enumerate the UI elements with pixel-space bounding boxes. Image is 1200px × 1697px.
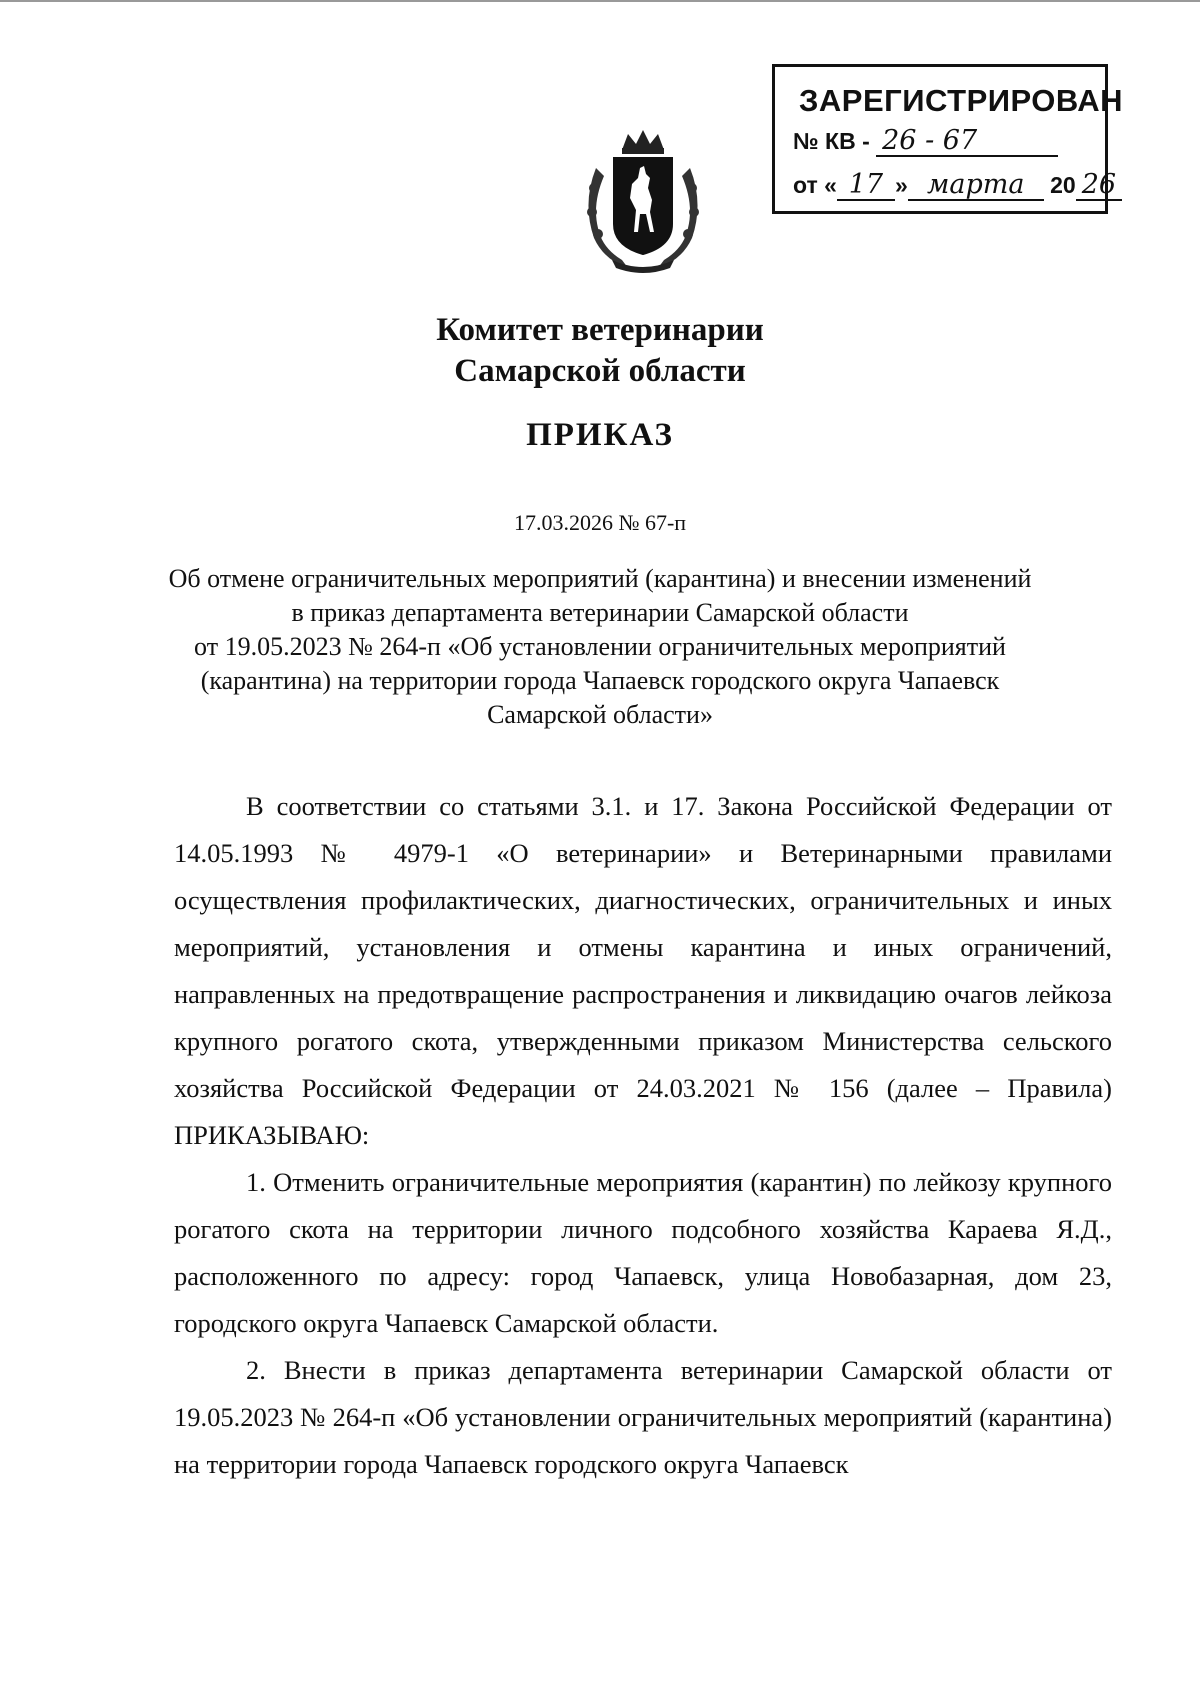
stamp-date-row [793,171,1122,201]
document-body [174,783,1112,1488]
document-subject [120,562,1080,732]
organization-name [0,310,1200,392]
coat-of-arms-icon [578,128,708,274]
preamble-paragraph: В соответствии со статьями 3.1. и 17. Закона Российской Федерации от 14.05.1993 № 4979-1 «О ветеринарии» и Ветеринарными правилами осуществления профилактических, диагностических, ограничительных и иных мероприятий, установления и отмены карантина и иных ограничений, направленных на предотвращение распространения и ликвидацию очагов лейкоза крупного рогатого скота, утвержденными приказом Министерства сельского хозяйства Российской Федерации от 24.03.2021 № 156 (далее – Правила) ПРИКАЗЫВАЮ: [174,791,1112,1150]
stamp-year-suffix: 26 [1076,171,1122,201]
subject-line: Об отмене ограничительных мероприятий (карантина) и внесении изменений [168,564,1032,593]
stamp-number-row [793,127,1058,157]
registration-stamp [772,64,1124,214]
organization-name-line1: Комитет ветеринарии [436,312,764,348]
stamp-title: ЗАРЕГИСТРИРОВАН [799,83,1124,118]
stamp-number-handwritten: 26 - 67 [876,127,1058,157]
document-type: ПРИКАЗ [526,417,674,453]
item-1-paragraph: 1. Отменить ограничительные мероприятия (карантин) по лейкозу крупного рогатого скота на территории личного подсобного хозяйства Караева Я.Д., расположенного по адресу: город Чапаевск, улица Новобазарная, дом 23, городского округа Чапаевск Самарской области. [174,1167,1112,1338]
scan-edge-line [0,0,1200,2]
item-2-paragraph: 2. Внести в приказ департамента ветеринарии Самарской области от 19.05.2023 № 264-п «Об установлении ограничительных мероприятий (карантина) на территории города Чапаевск городского округа Чапаевск [174,1355,1112,1479]
subject-line: Самарской области» [487,700,713,729]
stamp-date-month: марта [908,171,1044,201]
stamp-number-label: № КВ - [793,128,870,154]
subject-line: в приказ департамента ветеринарии Самарской области [291,598,909,627]
subject-line: (карантина) на территории города Чапаевск городского округа Чапаевск [200,666,1000,695]
organization-name-line2: Самарской области [454,353,746,389]
stamp-date-day: 17 [837,171,895,201]
stamp-year-prefix: 20 [1050,172,1076,198]
stamp-date-mid: » [894,172,908,198]
stamp-date-prefix: от « [793,172,837,198]
subject-line: от 19.05.2023 № 264-п «Об установлении ограничительных мероприятий [194,632,1006,661]
document-date-number: 17.03.2026 № 67-п [513,510,687,535]
